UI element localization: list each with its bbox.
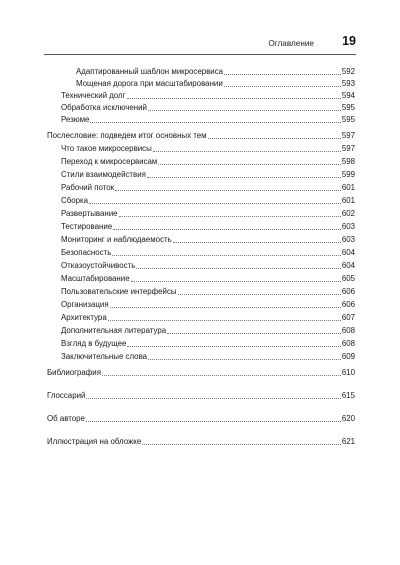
toc-entry-title: Тестирование [61, 222, 113, 231]
toc-leader-dots [102, 368, 341, 376]
toc-leader-dots [136, 261, 341, 269]
toc-entry-page: 595 [341, 115, 355, 124]
toc-entry-page: 608 [341, 339, 355, 348]
toc-entry-title: Рабочий поток [61, 183, 115, 192]
toc-entry[interactable] [76, 79, 355, 89]
toc-leader-dots [119, 209, 341, 217]
toc-entry-title: Организация [61, 300, 109, 309]
toc-entry-page: 605 [341, 274, 355, 283]
toc-leader-dots [153, 144, 341, 152]
toc-entry[interactable] [61, 287, 355, 297]
toc-entry-page: 604 [341, 248, 355, 257]
toc-entry-page: 593 [341, 79, 355, 88]
toc-leader-dots [113, 222, 341, 230]
toc-entry[interactable] [61, 235, 355, 245]
toc-chapter-title: Иллюстрация на обложке [47, 437, 142, 446]
toc-entry[interactable] [61, 274, 355, 284]
toc-entry-title: Резюме [61, 115, 90, 124]
toc-leader-dots [167, 326, 341, 334]
toc-entry-page: 601 [341, 196, 355, 205]
toc-chapter-title: Глоссарий [47, 391, 86, 400]
toc-chapter-title: Библиография [47, 368, 101, 377]
toc-entry[interactable] [61, 183, 355, 193]
toc-leader-dots [208, 131, 341, 139]
toc-leader-dots [127, 91, 341, 99]
toc-entry-page: 603 [341, 235, 355, 244]
toc-entry-page: 603 [341, 222, 355, 231]
toc-leader-dots [158, 157, 341, 165]
toc-entry-page: 608 [341, 326, 355, 335]
toc-leader-dots [108, 313, 341, 321]
toc-leader-dots [131, 274, 341, 282]
toc-entry[interactable] [61, 196, 355, 206]
toc-entry-page: 606 [341, 300, 355, 309]
header-section-title: Оглавление [268, 39, 314, 48]
toc-entry[interactable] [61, 115, 355, 125]
toc-entry-title: Масштабирование [61, 274, 130, 283]
toc-leader-dots [127, 339, 340, 347]
toc-entry[interactable] [61, 352, 355, 362]
toc-entry-title: Стили взаимодействия [61, 170, 146, 179]
toc-entry-title: Что такое микросервисы [61, 144, 152, 153]
toc-entry-title: Адаптированный шаблон микросервиса [76, 67, 224, 76]
header-page-number: 19 [342, 34, 356, 48]
toc-entry[interactable] [61, 170, 355, 180]
toc-leader-dots [110, 300, 341, 308]
toc-entry[interactable] [61, 326, 355, 336]
toc-leader-dots [86, 414, 341, 422]
toc-entry-title: Взгляд в будущее [61, 339, 127, 348]
toc-chapter[interactable] [47, 437, 355, 447]
toc-entry-page: 601 [341, 183, 355, 192]
toc-entry-title: Технический долг [61, 91, 126, 100]
toc-entry-title: Обработка исключений [61, 103, 147, 112]
toc-entry-title: Безопасность [61, 248, 112, 257]
toc-leader-dots [224, 79, 341, 87]
toc-leader-dots [147, 170, 341, 178]
toc-entry-title: Отказоустойчивость [61, 261, 136, 270]
toc-entry-title: Заключительные слова [61, 352, 148, 361]
toc-chapter[interactable] [47, 414, 355, 424]
toc-leader-dots [148, 103, 341, 111]
toc-entry-page: 594 [341, 91, 355, 100]
toc-leader-dots [115, 183, 341, 191]
toc-leader-dots [89, 196, 341, 204]
toc-entry-page: 595 [341, 103, 355, 112]
toc-chapter-page: 615 [341, 391, 355, 400]
toc-entry-title: Развертывание [61, 209, 118, 218]
toc-entry-page: 592 [341, 67, 355, 76]
toc-entry[interactable] [61, 300, 355, 310]
toc-leader-dots [142, 437, 341, 445]
toc-entry-title: Сборка [61, 196, 89, 205]
toc-entry[interactable] [61, 313, 355, 323]
toc-entry[interactable] [61, 209, 355, 219]
toc-entry[interactable] [61, 248, 355, 258]
toc-entry[interactable] [61, 261, 355, 271]
toc-chapter[interactable] [47, 368, 355, 378]
toc-leader-dots [224, 67, 341, 75]
toc-entry-title: Мониторинг и наблюдаемость [61, 235, 172, 244]
toc-leader-dots [90, 115, 340, 123]
toc-entry[interactable] [61, 157, 355, 167]
toc-entry[interactable] [61, 103, 355, 113]
toc-entry-title: Переход к микросервисам [61, 157, 158, 166]
toc-chapter[interactable] [47, 131, 355, 141]
toc-chapter[interactable] [47, 391, 355, 401]
toc-entry[interactable] [61, 222, 355, 232]
toc-entry[interactable] [61, 144, 355, 154]
toc-entry-page: 607 [341, 313, 355, 322]
toc-entry-title: Пользовательские интерфейсы [61, 287, 177, 296]
toc-leader-dots [178, 287, 341, 295]
toc-leader-dots [86, 391, 340, 399]
toc-entry-page: 602 [341, 209, 355, 218]
toc-chapter-page: 621 [341, 437, 355, 446]
toc-entry-title: Дополнительная литература [61, 326, 167, 335]
toc-entry[interactable] [61, 339, 355, 349]
toc-entry[interactable] [76, 67, 355, 77]
toc-chapter-page: 620 [341, 414, 355, 423]
toc-entry-page: 599 [341, 170, 355, 179]
toc-entry-title: Мощеная дорога при масштабировании [76, 79, 223, 88]
toc-leader-dots [173, 235, 341, 243]
toc-entry-page: 598 [341, 157, 355, 166]
toc-leader-dots [112, 248, 340, 256]
toc-entry[interactable] [61, 91, 355, 101]
toc-entry-page: 606 [341, 287, 355, 296]
toc-entry-page: 609 [341, 352, 355, 361]
toc-chapter-title: Послесловие: подведем итог основных тем [47, 131, 207, 140]
toc-entry-page: 604 [341, 261, 355, 270]
toc-chapter-page: 610 [341, 368, 355, 377]
toc-chapter-page: 597 [341, 131, 355, 140]
toc-entry-page: 597 [341, 144, 355, 153]
toc-chapter-title: Об авторе [47, 414, 85, 423]
toc-leader-dots [148, 352, 341, 360]
toc-entry-title: Архитектура [61, 313, 107, 322]
